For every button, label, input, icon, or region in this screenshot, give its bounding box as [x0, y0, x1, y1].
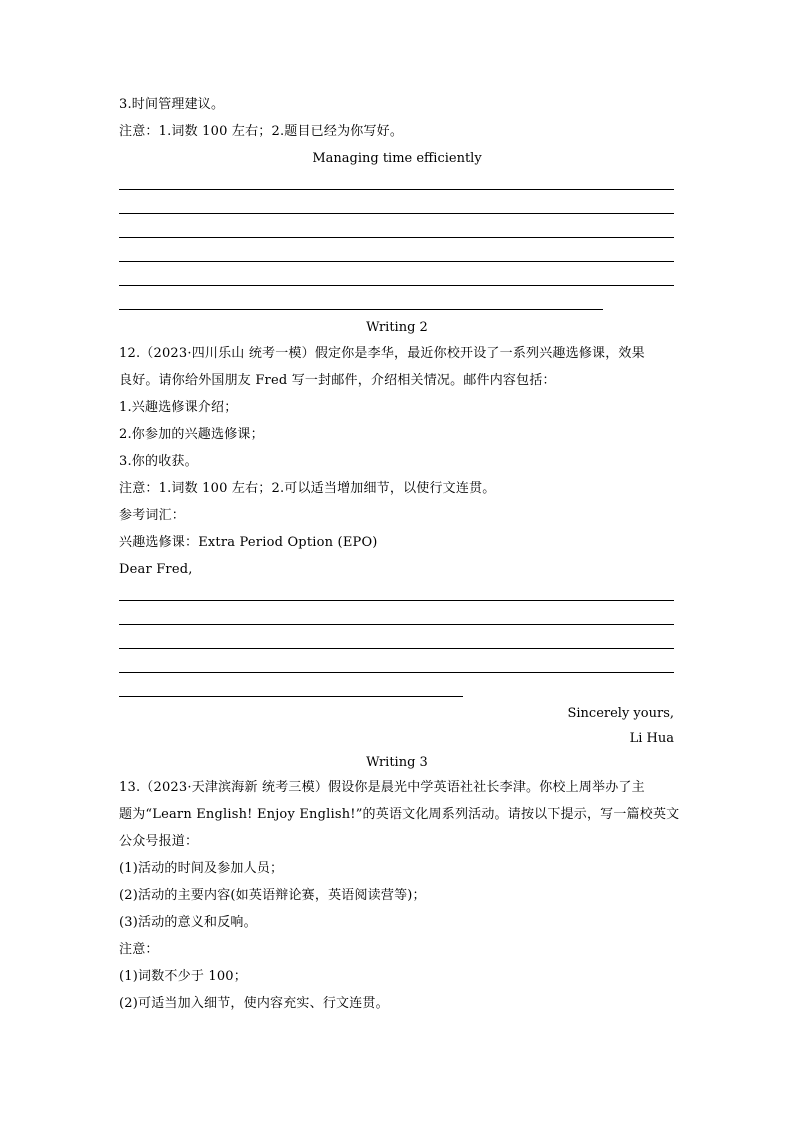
answer-line-short — [119, 309, 603, 310]
answer-line-short — [119, 696, 463, 697]
task-note: 注意：1.词数 100 左右；2.题目已经为你写好。 — [119, 124, 404, 139]
answer-line — [119, 237, 674, 238]
task-item-2: 2.你参加的兴趣选修课； — [119, 427, 264, 442]
prompt-line: 题为“Learn English! Enjoy English!”的英语文化周系列活动。请按以下提示，写一篇校英文 — [119, 807, 680, 822]
answer-line — [119, 672, 674, 673]
answer-line — [119, 189, 674, 190]
vocab-label: 参考词汇： — [119, 508, 186, 523]
answer-line — [119, 624, 674, 625]
answer-line — [119, 600, 674, 601]
prompt-line: 12.（2023·四川乐山 统考一模）假定你是李华，最近你校开设了一系列兴趣选修课，效果 — [119, 346, 645, 361]
task-item-3: (3)活动的意义和反响。 — [119, 915, 257, 930]
task-note-1: (1)词数不少于 100； — [119, 969, 247, 984]
task-item-2: (2)活动的主要内容(如英语辩论赛，英语阅读营等)； — [119, 888, 426, 903]
answer-line — [119, 261, 674, 262]
essay-title: Managing time efficiently — [312, 151, 482, 166]
prompt-line: 良好。请你给外国朋友 Fred 写一封邮件，介绍相关情况。邮件内容包括： — [119, 373, 556, 388]
vocab-entry: 兴趣选修课：Extra Period Option (EPO) — [119, 535, 378, 550]
task-note-2: (2)可适当加入细节，使内容充实、行文连贯。 — [119, 996, 389, 1011]
task-item-1: 1.兴趣选修课介绍； — [119, 400, 238, 415]
answer-line — [119, 648, 674, 649]
section-heading: Writing 3 — [366, 755, 428, 770]
task-note-label: 注意： — [119, 942, 159, 957]
answer-line — [119, 213, 674, 214]
prompt-line: 13.（2023·天津滨海新 统考三模）假设你是晨光中学英语社社长李津。你校上周举办了主 — [119, 780, 645, 795]
letter-greeting: Dear Fred, — [119, 562, 193, 577]
task-item-3: 3.你的收获。 — [119, 454, 198, 469]
task-note: 注意：1.词数 100 左右；2.可以适当增加细节，以使行文连贯。 — [119, 481, 496, 496]
task-item-3: 3.时间管理建议。 — [119, 97, 225, 112]
letter-signature: Li Hua — [629, 731, 674, 746]
section-heading: Writing 2 — [366, 320, 428, 335]
prompt-line: 公众号报道： — [119, 834, 199, 849]
answer-line — [119, 285, 674, 286]
task-item-1: (1)活动的时间及参加人员； — [119, 861, 284, 876]
letter-closing: Sincerely yours, — [567, 706, 674, 721]
